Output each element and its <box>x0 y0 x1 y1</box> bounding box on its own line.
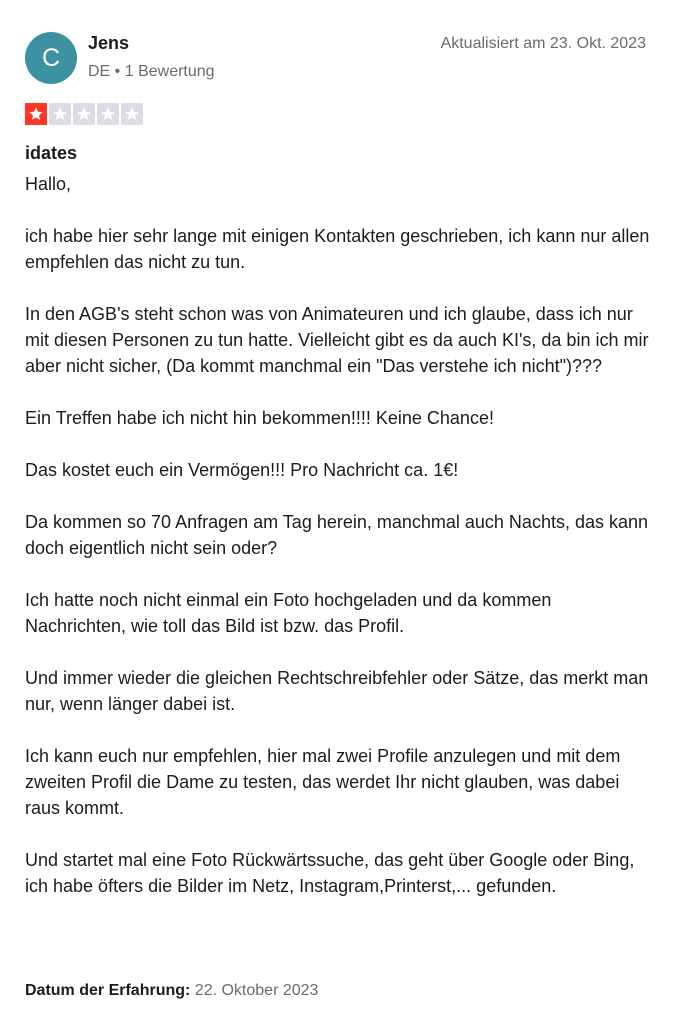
review-paragraph: Ich hatte noch nicht einmal ein Foto hochgeladen und da kommen Nachrichten, wie toll das Bild ist bzw. das Profil. <box>25 590 552 636</box>
review-paragraph: Und startet mal eine Foto Rückwärtssuche, das geht über Google oder Bing, ich habe öfters die Bilder im Netz, Instagram,Printerst,... gefunden. <box>25 850 635 896</box>
star-empty-icon <box>121 103 143 125</box>
experience-date: 22. Oktober 2023 <box>194 982 319 999</box>
star-empty-icon <box>97 103 119 125</box>
experience-date-row <box>25 982 318 1000</box>
review-paragraph: ich habe hier sehr lange mit einigen Kontakten geschrieben, ich kann nur allen empfehlen das nicht zu tun. <box>25 226 650 272</box>
review-body <box>25 171 650 899</box>
review-paragraph: In den AGB's steht schon was von Animateuren und ich glaube, dass ich nur mit diesen Personen zu tun hatte. Vielleicht gibt es da auch KI's, da bin ich mir aber nicht sicher, (Da kommt manchmal ein "Das verstehe ich nicht")??? <box>25 304 649 376</box>
review-paragraph: Und immer wieder die gleichen Rechtschreibfehler oder Sätze, das merkt man nur, wenn länger dabei ist. <box>25 668 649 714</box>
star-filled-icon <box>25 103 47 125</box>
star-rating <box>25 103 143 125</box>
avatar[interactable]: C <box>25 32 77 84</box>
review-paragraph: Hallo, <box>25 174 72 194</box>
user-name[interactable]: Jens <box>88 33 130 53</box>
review-paragraph: Da kommen so 70 Anfragen am Tag herein, manchmal auch Nachts, das kann doch eigentlich nicht sein oder? <box>25 512 649 558</box>
review-paragraph: Ich kann euch nur empfehlen, hier mal zwei Profile anzulegen und mit dem zweiten Profil die Dame zu testen, das werdet Ihr nicht glauben, was dabei raus kommt. <box>25 746 621 818</box>
user-meta: DE • 1 Bewertung <box>88 63 215 80</box>
review-paragraph: Das kostet euch ein Vermögen!!! Pro Nachricht ca. 1€! <box>25 460 459 480</box>
star-empty-icon <box>73 103 95 125</box>
review-updated-date: Aktualisiert am 23. Okt. 2023 <box>440 35 646 52</box>
review-header <box>25 30 648 90</box>
review-title[interactable]: idates <box>25 143 78 163</box>
experience-date-label: Datum der Erfahrung: <box>25 982 191 999</box>
review-paragraph: Ein Treffen habe ich nicht hin bekommen!!!! Keine Chance! <box>25 408 494 428</box>
star-empty-icon <box>49 103 71 125</box>
